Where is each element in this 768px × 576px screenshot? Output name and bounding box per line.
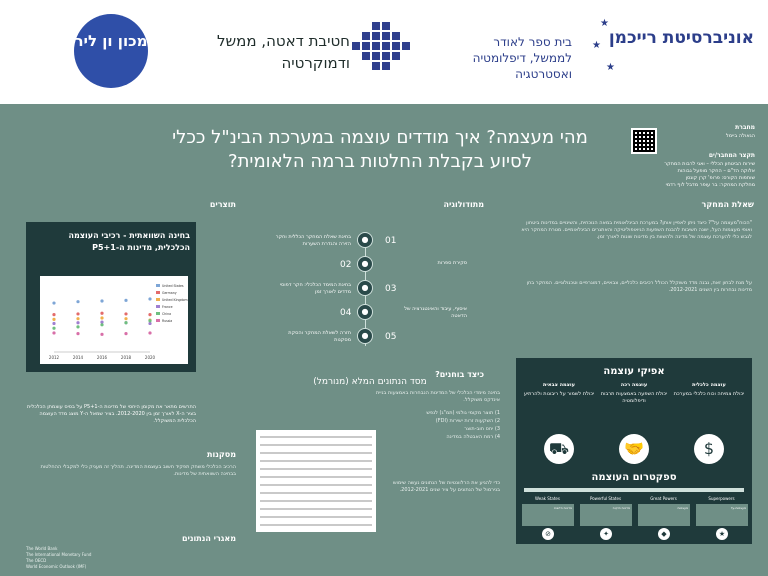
results-panel xyxy=(26,222,196,372)
legend-label: United Kingdom xyxy=(162,298,188,302)
how-heading: כיצד בוחנים? xyxy=(435,370,484,379)
data-point xyxy=(148,297,151,300)
x-tick-label: 2014 xyxy=(72,355,84,360)
data-point xyxy=(52,322,55,325)
step-text: איסוף, עיבוד והאינטגרציה של הדאטה xyxy=(404,306,467,319)
data-point xyxy=(124,332,127,335)
data-point xyxy=(52,301,55,304)
legend-swatch xyxy=(156,298,160,301)
dataset-table xyxy=(256,430,376,532)
how-item: 3) יחס חוב-תוצר xyxy=(464,426,500,432)
power-column xyxy=(522,382,596,398)
header-division-title: חטיבת דאטה, ממשל ודמוקרטיה xyxy=(217,32,350,72)
data-point xyxy=(52,327,55,330)
step-icon: ● xyxy=(357,280,373,296)
how-item: 4) רמת האבטלה במדינה xyxy=(446,434,500,440)
data-point xyxy=(100,323,103,326)
spectrum-label: Powerful States xyxy=(589,496,622,501)
legend-label: Russia xyxy=(162,319,173,323)
results-caption: התרשים מתאר את מקומן היחסי של מדינות ה-P5+1 על בסיס עוצמתן הכלכלית בציר ה-X לאורך זמן בין 2012-2020. בציר שמאל ה-Y מוצג מדד העוצמה הכלכלית המשוקלל. xyxy=(27,404,196,424)
poster-title: מהי מעצמה? איך מודדים עוצמה במערכת הבינ"ל ככלי לסיוע בקבלת החלטות ברמה הלאומית? xyxy=(172,127,588,172)
data-point xyxy=(76,332,79,335)
how-paragraph-2: כדי להגיע את הרלוונטיות של הנתונים נעשה שימוש בנירמול של הנתונים על ציר שנים 2012-2021. xyxy=(393,480,500,493)
step-icon: ● xyxy=(357,256,373,272)
data-point xyxy=(124,299,127,302)
source-item: World Economic Outlook (IMF) xyxy=(26,564,87,569)
how-item: 2) השקעות זרות ישירות (FDI) xyxy=(435,418,500,424)
spectrum-card: מדינות חזקות xyxy=(580,504,632,526)
data-point xyxy=(76,312,79,315)
legend-label: France xyxy=(162,305,173,309)
contributor-line: שירות הביטחון הכללי – ואני לרבות המחקר xyxy=(664,161,755,167)
legend-label: United States xyxy=(162,284,184,288)
money-icon: $ xyxy=(694,434,724,464)
spectrum-label: Weak States xyxy=(535,496,560,501)
author-card xyxy=(630,124,755,186)
data-point xyxy=(100,299,103,302)
spectrum-label: Great Powers xyxy=(650,496,677,501)
author-heading: מחברת xyxy=(735,124,755,131)
legend-label: China xyxy=(162,312,172,316)
power-title: אפיקי עוצמה xyxy=(603,366,665,377)
x-tick-label: 2016 xyxy=(96,355,108,360)
data-point xyxy=(124,317,127,320)
sources-list xyxy=(26,546,146,570)
step-number: 04 xyxy=(340,308,352,318)
legend-label: Germany xyxy=(162,291,177,295)
step-text: בחינת המימד הכלכלי: חקר דפוסי מדדים לאורך זמן xyxy=(279,282,351,295)
power-column-text: יכולת השפעה באמצעות תרבות ודיפלומטיה xyxy=(600,391,668,404)
results-title: בחינה השוואתית - רכיבי העוצמה הכלכלית, מדינות ה-P5+1 xyxy=(68,231,190,252)
contributor-line: מחלקת המחקר: בר עופר מדבל לוף רדמי xyxy=(665,182,755,188)
header-school-title: בית ספר לאודר לממשל, דיפלומטיה ואסטרטגיה xyxy=(472,35,572,81)
data-point xyxy=(100,333,103,336)
step-number: 05 xyxy=(385,332,397,342)
step-icon: ● xyxy=(357,232,373,248)
power-column-heading: עוצמה רכה xyxy=(620,382,648,388)
legend-swatch xyxy=(156,284,160,287)
spectrum-card: מדינות חלשות xyxy=(522,504,574,526)
power-column-text: יכולת צמיחה וכוח כלכלי במערכת xyxy=(673,391,745,397)
data-point xyxy=(148,319,151,322)
contributor-line: שותפות הקורס: פרופ' קרן קונסן xyxy=(685,175,755,181)
research-paragraph: "הכוח"מעצמה על"? כיצד ניתן לאפיין אותן? במערכת הבינלאומית במאה הנוכחית, והשינויים במדינות ביטחון ואופי מעצמות העל, ישנה חשיבות להבנת השפעות הגיאופוליטיקה והאתגרים הבינלאומיים. מטרת המחקר היא לגבש כלי להערכת עוצמה של מדינה ולהשוות בין מדינות שונות לאורך זמן. xyxy=(521,220,752,240)
university-name: אוניברסיטת רייכמן xyxy=(608,28,754,48)
data-point xyxy=(76,300,79,303)
spectrum-card: מעצמות-על xyxy=(696,504,748,526)
methodology-timeline xyxy=(265,228,465,358)
data-point xyxy=(124,321,127,324)
data-point xyxy=(52,313,55,316)
power-column xyxy=(672,382,746,398)
results-heading: תוצרים xyxy=(209,200,236,209)
pixel-logo xyxy=(352,22,414,78)
star-icon: ★ xyxy=(592,40,601,51)
legend-swatch xyxy=(156,305,160,308)
sources-heading: מאגרי הנתונים xyxy=(181,534,236,543)
x-tick-label: 2018 xyxy=(120,355,132,360)
x-tick-label: 2012 xyxy=(48,355,60,360)
data-point xyxy=(76,317,79,320)
handshake-icon: 🤝 xyxy=(619,434,649,464)
data-point xyxy=(52,318,55,321)
legend-swatch xyxy=(156,312,160,315)
x-tick-label: 2020 xyxy=(144,355,156,360)
weak-state-icon: ⊘ xyxy=(542,528,554,540)
power-column-heading: עוצמה כלכלית xyxy=(692,382,726,388)
step-icon: ● xyxy=(357,304,373,320)
spectrum-arrow xyxy=(524,488,744,492)
step-text: בחינת שאלת המחקר הכללית וחקר הזירה והגדרת השערות xyxy=(275,234,351,247)
power-column-text: יכולת לשמור על ריבונות ולהרתיע xyxy=(523,391,595,397)
step-number: 01 xyxy=(385,236,397,246)
how-item: 1) תוצר מקומי גולמי (תמ"ג) לנפש xyxy=(426,410,500,416)
research-paragraph-2: על מנת לבחון זאת, נבנה מדד משוקלל הכולל רכיבים כלכליים, צבאיים, דמוגרפיים וטכנולוגיים. המחקר בחן מדינות נבחרות בין השנים 2012-2021. xyxy=(526,280,752,293)
tank-icon: ⛟ xyxy=(544,434,574,464)
research-question-heading: שאלת המחקר xyxy=(701,200,754,209)
contributor-line: אלוקה הד"ם – החקר מופעל גבוהות xyxy=(677,168,755,174)
data-point xyxy=(52,331,55,334)
data-point xyxy=(124,312,127,315)
data-point xyxy=(76,325,79,328)
dataset-title: מסד הנתונים המלא (מנורמל) xyxy=(313,377,427,387)
power-panel xyxy=(516,358,752,544)
conclusions-text: הרכיב הכלכלי משחק תפקיד חשוב בעוצמת המדינה. תהליך זה מעניק כלי למקבלי ההחלטות בבחינה השוואתית של מדינות. xyxy=(40,464,236,477)
source-item: The OECD xyxy=(26,558,47,563)
star-icon: ★ xyxy=(600,18,609,29)
step-icon: ● xyxy=(357,328,373,344)
data-point xyxy=(148,313,151,316)
header xyxy=(0,0,768,104)
spectrum-card: מעצמות xyxy=(638,504,690,526)
superpower-icon: ★ xyxy=(716,528,728,540)
methodology-heading: מתודולוגיה xyxy=(443,200,484,209)
data-point xyxy=(148,322,151,325)
conclusions-heading: מסקנות xyxy=(207,450,236,459)
great-power-icon: ◆ xyxy=(658,528,670,540)
power-column xyxy=(597,382,671,405)
author-name: הגאולה ביימל xyxy=(725,133,755,139)
step-number: 03 xyxy=(385,284,397,294)
legend-swatch xyxy=(156,319,160,322)
data-point xyxy=(100,316,103,319)
contributors-heading: תקצר המחבר/ים xyxy=(708,152,755,159)
powerful-state-icon: ✦ xyxy=(600,528,612,540)
legend-swatch xyxy=(156,291,160,294)
data-point xyxy=(100,312,103,315)
source-item: The World Bank xyxy=(26,546,58,551)
source-item: The International Monetary Fund xyxy=(26,552,92,557)
institute-logo: מכון ון ליר xyxy=(74,14,148,88)
step-number: 02 xyxy=(340,260,352,270)
data-point xyxy=(148,331,151,334)
data-point xyxy=(76,321,79,324)
step-text: חזרה לשאלת המחקר והסקת מסקנות xyxy=(288,330,351,343)
data-point xyxy=(100,320,103,323)
results-chart xyxy=(40,276,188,364)
spectrum-label: Superpowers xyxy=(708,496,735,501)
spectrum-title: ספקטרום העוצמה xyxy=(591,472,677,483)
power-column-heading: עוצמה צבאית xyxy=(543,382,575,388)
star-icon: ★ xyxy=(606,62,615,73)
step-text: סקירת ספרות xyxy=(437,260,467,266)
how-paragraph: בחינה מימדי הכלכלי של המדינות הנבחרות באמצעות בניית אינדקס משוקלל. xyxy=(375,390,500,403)
